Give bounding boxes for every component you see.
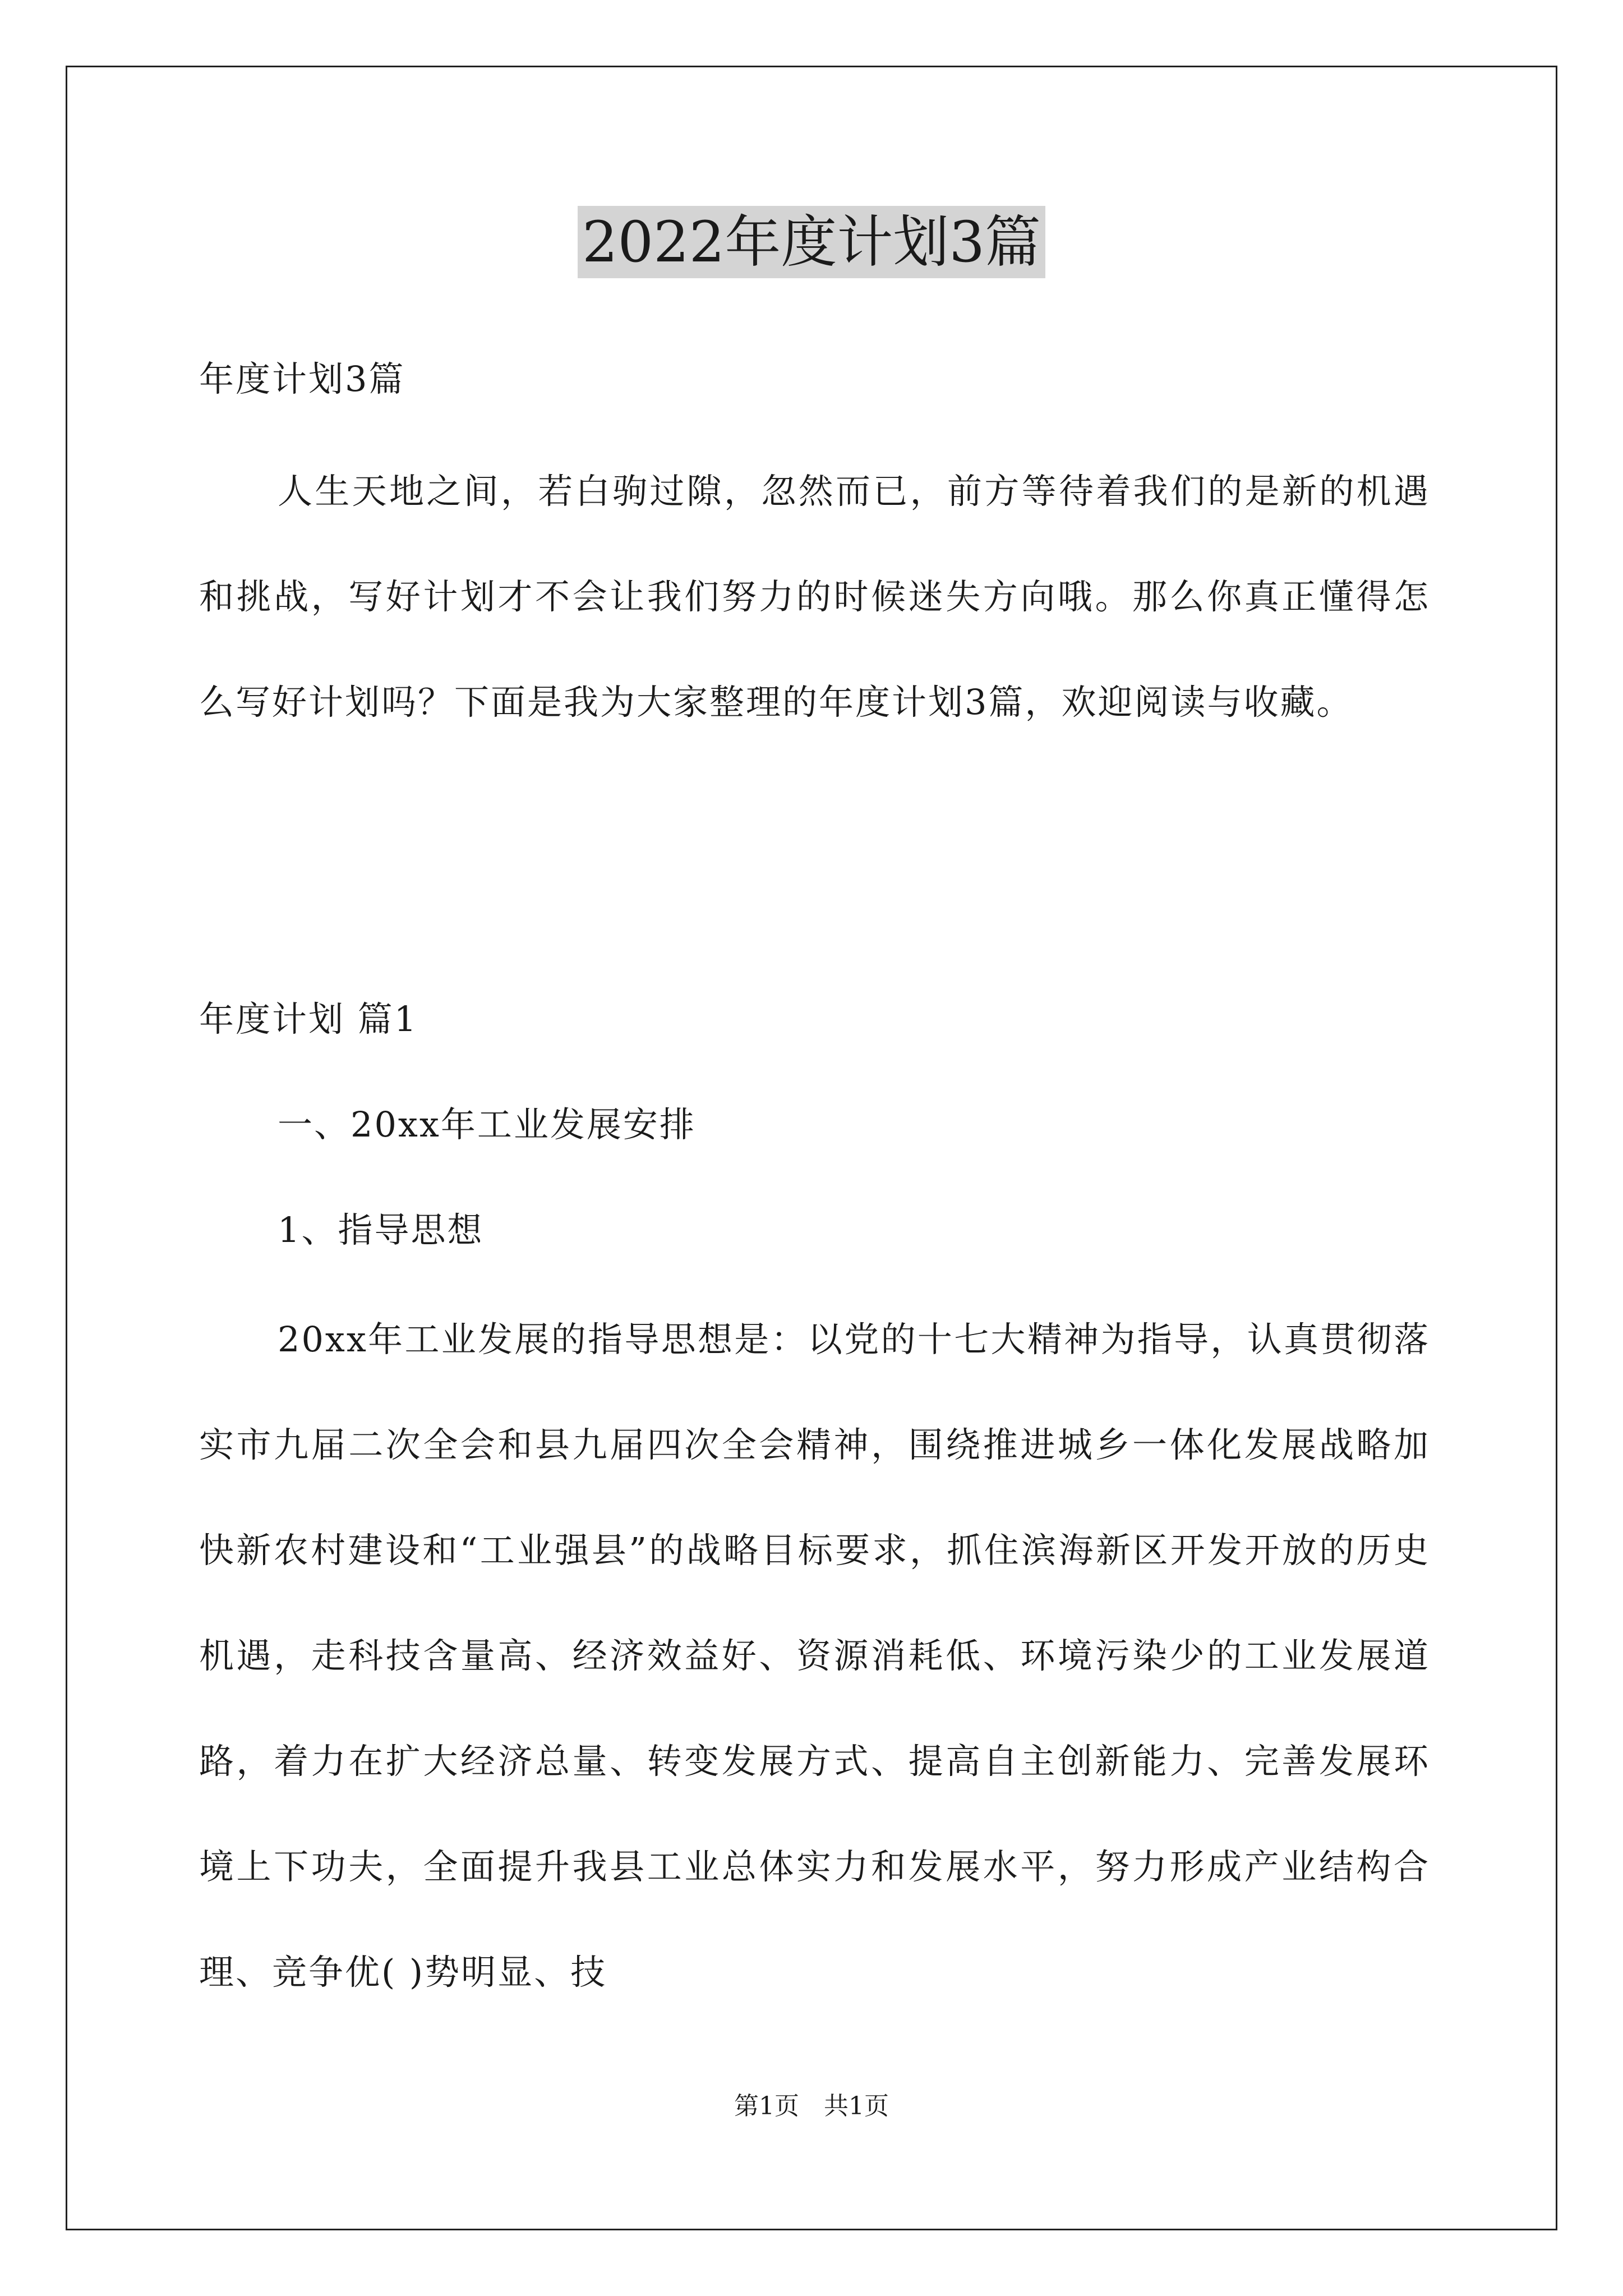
intro-block [199,439,1430,755]
section-heading: 年度计划 篇1 [199,999,418,1039]
page-footer: 第1页 共1页 [734,2092,889,2120]
part-heading: 一、20xx年工业发展安排 [278,1104,696,1145]
body-paragraph: 20xx年工业发展的指导思想是：以党的十七大精神为指导，认真贯彻落实市九届二次全会和县九届四次全会精神，围绕推进城乡一体化发展战略加快新农村建设和“工业强县”的战略目标要求，抓住滨海新区开发开放的历史机遇，走科技含量高、经济效益好、资源消耗低、环境污染少的工业发展道路，着力在扩大经济总量、转变发展方式、提高自主创新能力、完善发展环境上下功夫，全面提升我县工业总体实力和发展水平，努力形成产业结构合理、竞争优( )势明显、技 [199,1319,1430,1993]
item-heading: 1、指导思想 [278,1209,484,1250]
intro-paragraph: 人生天地之间，若白驹过隙，忽然而已，前方等待着我们的是新的机遇和挑战，写好计划才不会让我们努力的时候迷失方向哦。那么你真正懂得怎么写好计划吗？下面是我为大家整理的年度计划3篇，欢迎阅读与收藏。 [199,471,1430,723]
document-subtitle: 年度计划3篇 [199,358,405,399]
body-block [199,1287,1430,2025]
document-title-text: 2022年度计划3篇 [578,206,1045,278]
document-title [0,203,1623,282]
